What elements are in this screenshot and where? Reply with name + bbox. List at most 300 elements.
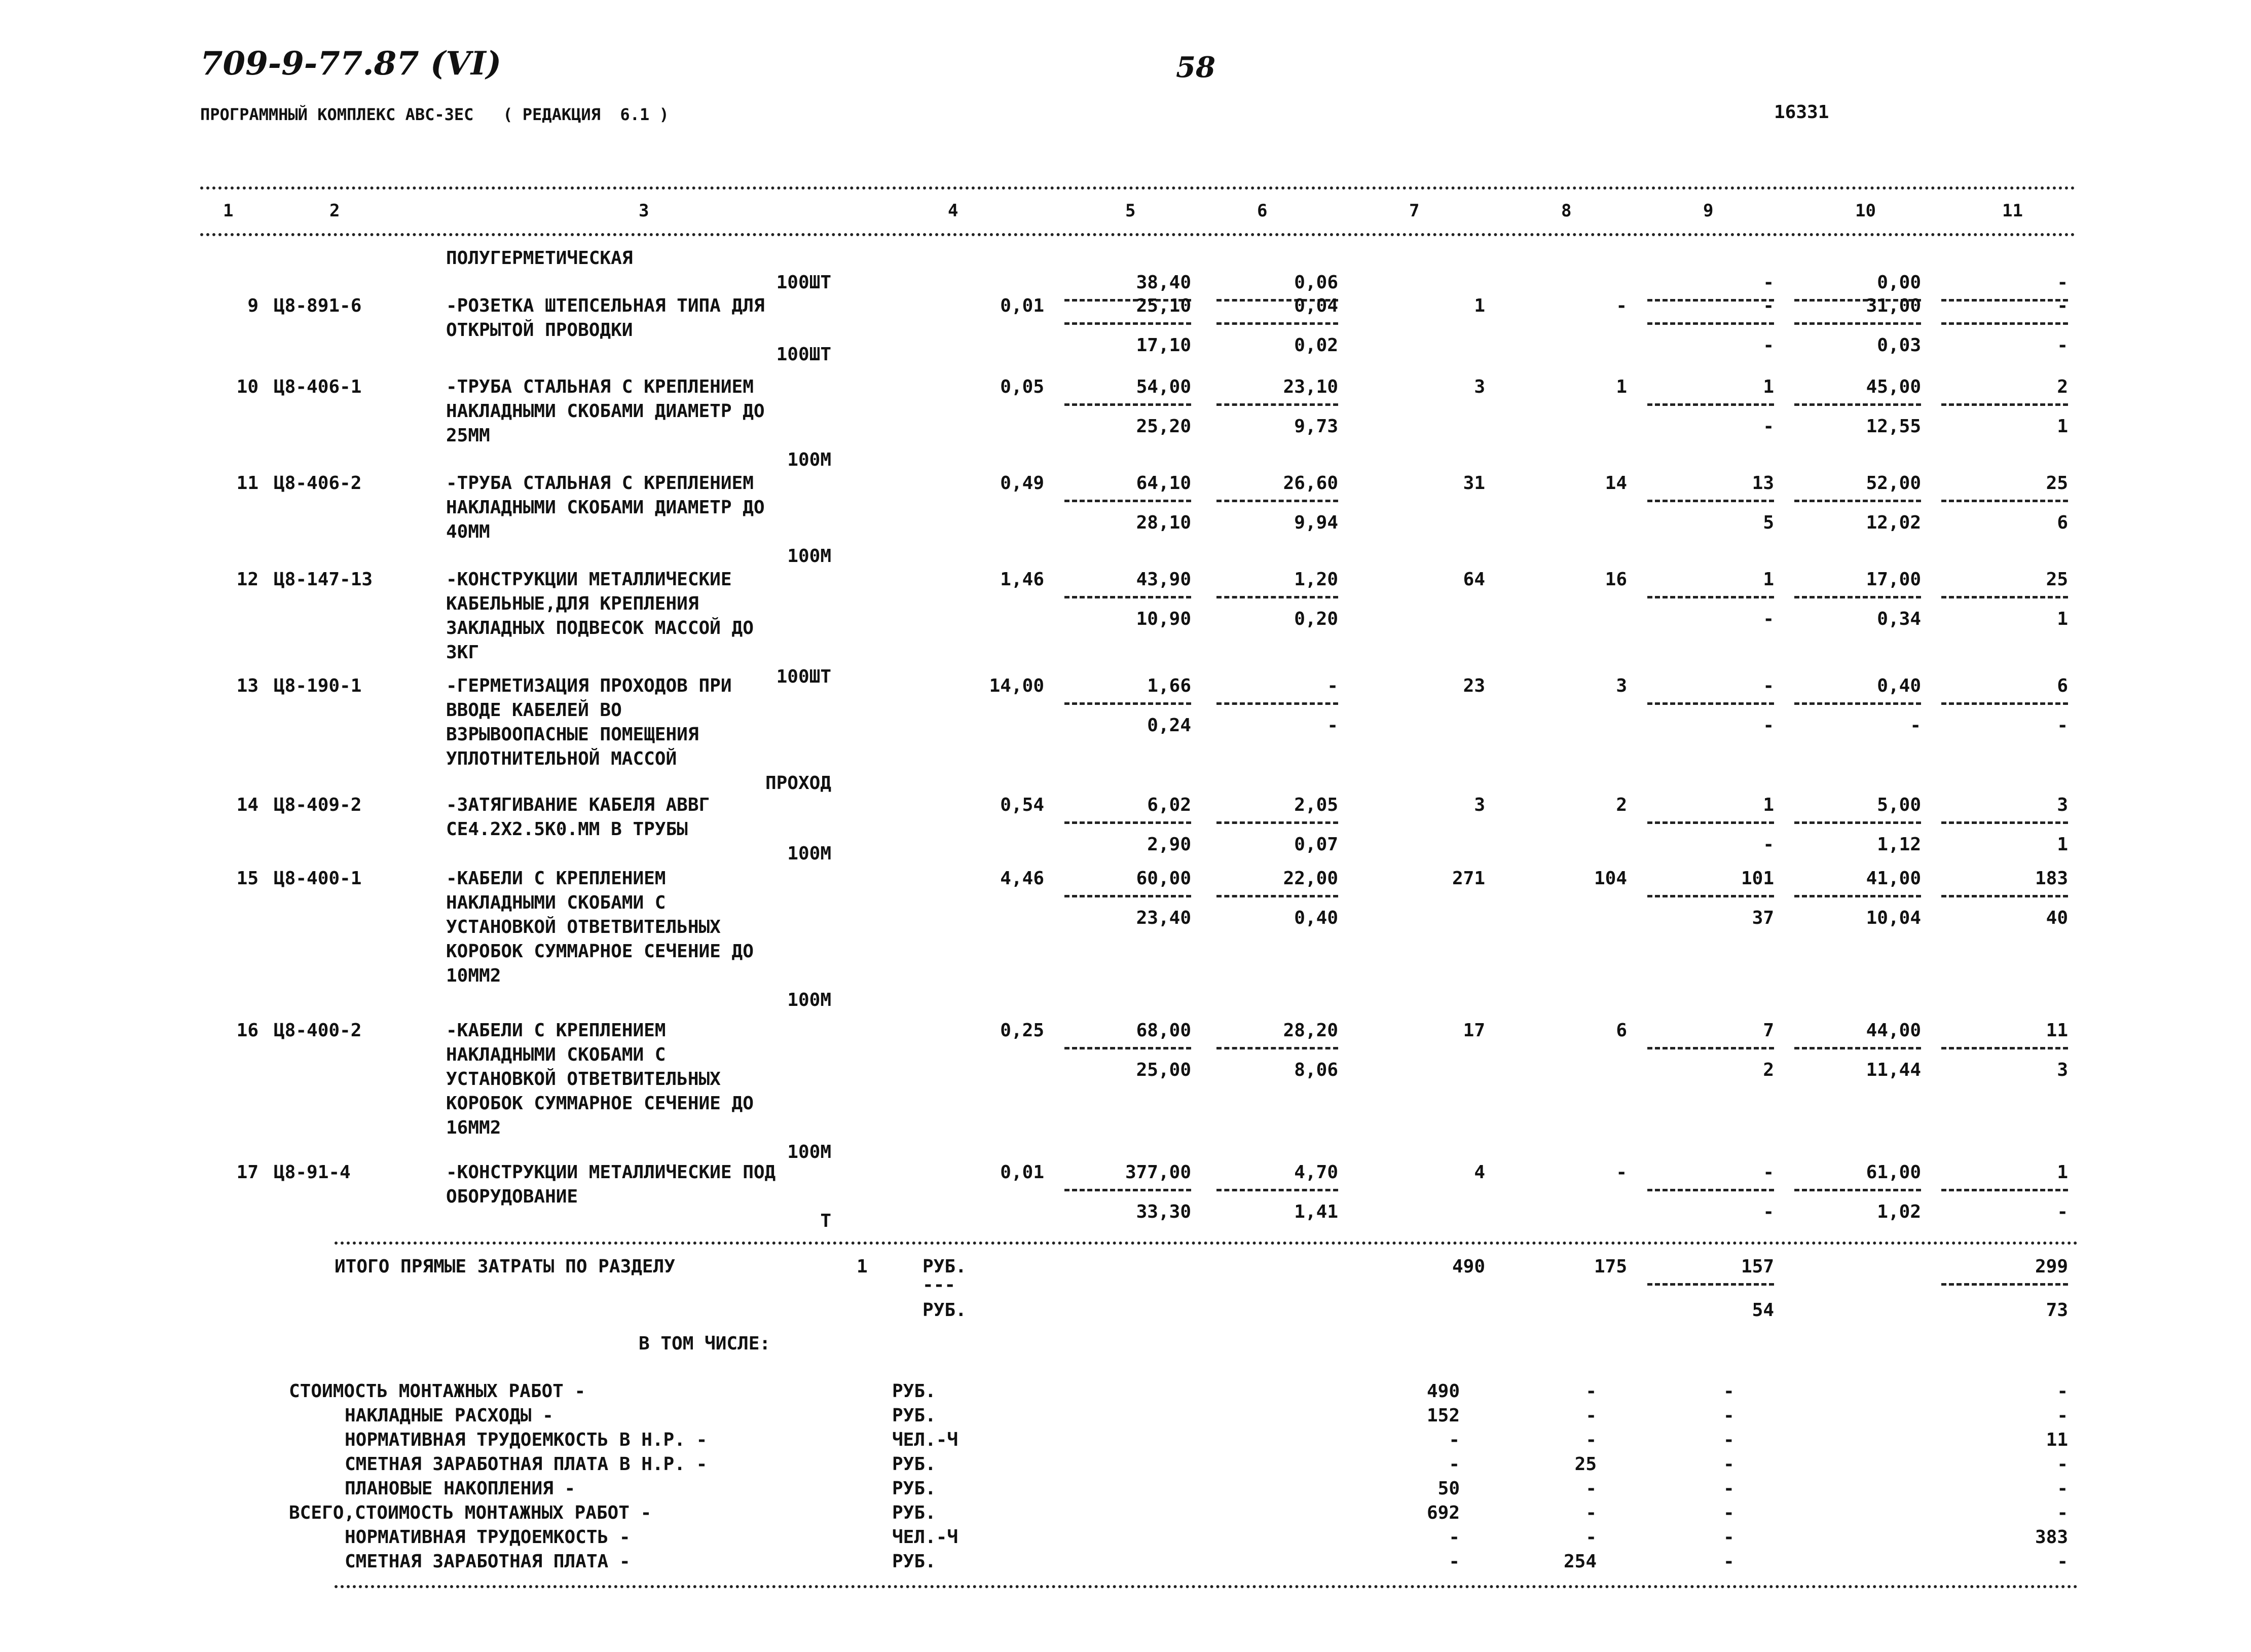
work-description-line: -ЗАТЯГИВАНИЕ КАБЕЛЯ АВВГ xyxy=(446,795,710,815)
unit-of-measure: 100М xyxy=(787,843,831,864)
work-description-line: ОТКРЫТОЙ ПРОВОДКИ xyxy=(446,320,633,341)
labor-unit-sub: 10,04 xyxy=(1866,908,1921,928)
quantity: 1,46 xyxy=(1000,569,1044,590)
summary-labor: - xyxy=(1723,1478,1735,1499)
subline-col9 xyxy=(1647,596,1774,598)
work-description-line: 25ММ xyxy=(446,425,490,446)
unit-cost-wages: 4,70 xyxy=(1294,1162,1338,1183)
totals-unit-sub: РУБ. xyxy=(922,1300,967,1321)
subline-col11 xyxy=(1941,821,2068,824)
work-description-line: УСТАНОВКОЙ ОТВЕТВИТЕЛЬНЫХ xyxy=(446,1069,721,1090)
labor-unit-sub: 0,34 xyxy=(1877,609,1921,629)
norm-code: Ц8-190-1 xyxy=(274,675,362,696)
total-wages: 1 xyxy=(1616,377,1627,397)
unit-of-measure: 100М xyxy=(787,546,831,567)
subline-col9 xyxy=(1647,821,1774,824)
summary-cost: 152 xyxy=(1426,1405,1460,1426)
total-cost: 1 xyxy=(1474,295,1485,316)
labor-cost: 1 xyxy=(1763,377,1774,397)
summary-label: НОРМАТИВНАЯ ТРУДОЕМКОСТЬ - xyxy=(345,1527,631,1548)
totals-wages: 175 xyxy=(1594,1256,1627,1277)
row-number: 16 xyxy=(236,1020,259,1041)
labor-total: 25 xyxy=(2046,473,2068,494)
totals-unit: РУБ. xyxy=(922,1256,967,1277)
total-wages: - xyxy=(1616,295,1627,316)
labor-unit: 45,00 xyxy=(1866,377,1921,397)
subline-col10 xyxy=(1794,1189,1921,1191)
summary-labor: - xyxy=(1723,1551,1735,1572)
unit-cost-total-sub: 25,20 xyxy=(1136,416,1191,437)
unit-cost-total-sub: 17,10 xyxy=(1136,335,1191,356)
labor-total-sub: 6 xyxy=(2057,512,2068,533)
summary-unit: ЧЕЛ.-Ч xyxy=(892,1430,958,1450)
labor-total-sub: - xyxy=(2057,715,2068,736)
page-number: 58 xyxy=(1176,51,1215,84)
labor-unit-sub: 1,02 xyxy=(1877,1202,1921,1222)
labor-cost-sub: - xyxy=(1763,715,1774,736)
subline-col10 xyxy=(1794,322,1921,325)
unit-cost-wages: 26,60 xyxy=(1283,473,1338,494)
unit-cost-wages: 2,05 xyxy=(1294,795,1338,815)
summary-labor: - xyxy=(1723,1430,1735,1450)
unit-of-measure: 100ШТ xyxy=(776,666,831,687)
summary-wages: - xyxy=(1585,1430,1597,1450)
labor-unit: 17,00 xyxy=(1866,569,1921,590)
unit-cost-wages-sub: 0,40 xyxy=(1294,908,1338,928)
labor-unit-sub: 1,12 xyxy=(1877,834,1921,855)
work-description-line: СЕ4.2Х2.5К0.ММ В ТРУБЫ xyxy=(446,819,688,840)
summary-labor-total: - xyxy=(2057,1503,2068,1523)
labor-total-sub: - xyxy=(2057,335,2068,356)
labor-unit: 44,00 xyxy=(1866,1020,1921,1041)
summary-cost: - xyxy=(1449,1430,1460,1450)
work-description-line: -РОЗЕТКА ШТЕПСЕЛЬНАЯ ТИПА ДЛЯ xyxy=(446,295,765,316)
subline-col9 xyxy=(1647,1189,1774,1191)
labor-unit: 5,00 xyxy=(1877,795,1921,815)
labor-unit: 31,00 xyxy=(1866,295,1921,316)
summary-cost: - xyxy=(1449,1454,1460,1475)
summary-cost: 490 xyxy=(1426,1381,1460,1402)
unit-cost-wages-sub: 0,20 xyxy=(1294,609,1338,629)
quantity: 0,01 xyxy=(1000,295,1044,316)
subline-col5 xyxy=(1064,403,1191,406)
subline-col6 xyxy=(1216,500,1338,502)
labor-total: 25 xyxy=(2046,569,2068,590)
unit-of-measure: 100М xyxy=(787,1142,831,1162)
subline-col9 xyxy=(1647,1047,1774,1049)
subline-col10 xyxy=(1794,895,1921,897)
work-description-line: 40ММ xyxy=(446,521,490,542)
unit-cost-total: 68,00 xyxy=(1136,1020,1191,1041)
unit-cost-wages-sub: - xyxy=(1327,715,1338,736)
totals-subline-col11 xyxy=(1941,1283,2068,1286)
work-description-line: ОБОРУДОВАНИЕ xyxy=(446,1186,578,1207)
summary-labor-total: - xyxy=(2057,1551,2068,1572)
summary-labor-total: 383 xyxy=(2035,1527,2068,1548)
unit-cost-total-sub: 0,24 xyxy=(1147,715,1191,736)
labor-total-sub: 3 xyxy=(2057,1060,2068,1080)
total-wages: 14 xyxy=(1605,473,1627,494)
labor-cost: - xyxy=(1763,295,1774,316)
subline-col9 xyxy=(1647,403,1774,406)
summary-rule-bottom xyxy=(335,1585,2078,1588)
row-number: 11 xyxy=(236,473,259,494)
summary-wages: - xyxy=(1585,1478,1597,1499)
unit-cost-total: 38,40 xyxy=(1136,272,1191,293)
summary-labor: - xyxy=(1723,1454,1735,1475)
work-description-line: НАКЛАДНЫМИ СКОБАМИ ДИАМЕТР ДО xyxy=(446,401,765,422)
unit-cost-total: 43,90 xyxy=(1136,569,1191,590)
norm-code: Ц8-406-1 xyxy=(274,377,362,397)
summary-labor-total: - xyxy=(2057,1381,2068,1402)
summary-wages: 25 xyxy=(1574,1454,1597,1475)
report-code: 16331 xyxy=(1774,102,1829,123)
subline-col5 xyxy=(1064,702,1191,705)
work-description-line: -КАБЕЛИ С КРЕПЛЕНИЕМ xyxy=(446,868,666,889)
totals-unit-separator: --- xyxy=(922,1274,956,1295)
quantity: 0,54 xyxy=(1000,795,1044,815)
totals-cost: 490 xyxy=(1452,1256,1485,1277)
labor-cost: - xyxy=(1763,272,1774,293)
totals-label: ИТОГО ПРЯМЫЕ ЗАТРАТЫ ПО РАЗДЕЛУ xyxy=(335,1256,675,1277)
labor-unit: 41,00 xyxy=(1866,868,1921,889)
totals-section: 1 xyxy=(857,1256,868,1277)
summary-wages: - xyxy=(1585,1527,1597,1548)
unit-cost-total-sub: 23,40 xyxy=(1136,908,1191,928)
subline-col9 xyxy=(1647,702,1774,705)
summary-unit: РУБ. xyxy=(892,1551,936,1572)
including-heading: В ТОМ ЧИСЛЕ: xyxy=(639,1333,771,1354)
labor-cost-sub: - xyxy=(1763,416,1774,437)
column-header-11: 11 xyxy=(2002,201,2023,221)
unit-cost-wages: - xyxy=(1327,675,1338,696)
subline-col6 xyxy=(1216,403,1338,406)
column-header-7: 7 xyxy=(1409,201,1420,221)
row-number: 17 xyxy=(236,1162,259,1183)
labor-total-sub: - xyxy=(2057,1202,2068,1222)
summary-wages: - xyxy=(1585,1381,1597,1402)
subline-col11 xyxy=(1941,500,2068,502)
work-description-line: -КОНСТРУКЦИИ МЕТАЛЛИЧЕСКИЕ xyxy=(446,569,732,590)
row-number: 14 xyxy=(236,795,259,815)
summary-labor: - xyxy=(1723,1381,1735,1402)
total-cost: 3 xyxy=(1474,795,1485,815)
summary-labor-total: - xyxy=(2057,1454,2068,1475)
unit-cost-total: 60,00 xyxy=(1136,868,1191,889)
subline-col10 xyxy=(1794,821,1921,824)
header-rule-top xyxy=(200,186,2076,190)
labor-total-sub: 1 xyxy=(2057,834,2068,855)
unit-cost-wages-sub: 9,73 xyxy=(1294,416,1338,437)
subline-col5 xyxy=(1064,500,1191,502)
unit-of-measure: 100М xyxy=(787,990,831,1010)
labor-unit: 0,40 xyxy=(1877,675,1921,696)
labor-unit-sub: 0,03 xyxy=(1877,335,1921,356)
unit-of-measure: Т xyxy=(820,1211,831,1231)
norm-code: Ц8-147-13 xyxy=(274,569,373,590)
total-cost: 31 xyxy=(1463,473,1485,494)
total-cost: 17 xyxy=(1463,1020,1485,1041)
work-description-line: 16ММ2 xyxy=(446,1117,501,1138)
labor-cost: 1 xyxy=(1763,569,1774,590)
total-cost: 64 xyxy=(1463,569,1485,590)
labor-unit: 52,00 xyxy=(1866,473,1921,494)
unit-of-measure: 100ШТ xyxy=(776,344,831,365)
work-description-line: ВЗРЫВООПАСНЫЕ ПОМЕЩЕНИЯ xyxy=(446,724,699,745)
unit-cost-wages: 0,04 xyxy=(1294,295,1338,316)
summary-cost: - xyxy=(1449,1551,1460,1572)
unit-cost-wages: 28,20 xyxy=(1283,1020,1338,1041)
totals-labor: 157 xyxy=(1741,1256,1774,1277)
summary-wages: - xyxy=(1585,1503,1597,1523)
subline-col5 xyxy=(1064,821,1191,824)
labor-total: 11 xyxy=(2046,1020,2068,1041)
unit-cost-wages: 0,06 xyxy=(1294,272,1338,293)
work-description-line: НАКЛАДНЫМИ СКОБАМИ ДИАМЕТР ДО xyxy=(446,497,765,518)
summary-cost: 50 xyxy=(1437,1478,1460,1499)
quantity: 0,49 xyxy=(1000,473,1044,494)
norm-code: Ц8-400-1 xyxy=(274,868,362,889)
total-wages: 104 xyxy=(1594,868,1627,889)
program-title: ПРОГРАММНЫЙ КОМПЛЕКС АВС-3ЕС ( РЕДАКЦИЯ 6.1 ) xyxy=(200,105,669,124)
subline-col11 xyxy=(1941,322,2068,325)
unit-cost-wages-sub: 9,94 xyxy=(1294,512,1338,533)
subline-col6 xyxy=(1216,322,1338,325)
quantity: 0,25 xyxy=(1000,1020,1044,1041)
unit-of-measure: 100ШТ xyxy=(776,272,831,293)
header-rule-bottom xyxy=(200,233,2076,236)
unit-of-measure: ПРОХОД xyxy=(765,773,831,794)
summary-label: НОРМАТИВНАЯ ТРУДОЕМКОСТЬ В Н.Р. - xyxy=(345,1430,708,1450)
summary-labor: - xyxy=(1723,1405,1735,1426)
totals-rule xyxy=(335,1242,2078,1245)
total-wages: 3 xyxy=(1616,675,1627,696)
labor-cost: - xyxy=(1763,1162,1774,1183)
labor-unit-sub: - xyxy=(1910,715,1921,736)
work-description-line: КОРОБОК СУММАРНОЕ СЕЧЕНИЕ ДО xyxy=(446,941,754,962)
quantity: 0,01 xyxy=(1000,1162,1044,1183)
summary-labor: - xyxy=(1723,1527,1735,1548)
work-description-line: УСТАНОВКОЙ ОТВЕТВИТЕЛЬНЫХ xyxy=(446,917,721,937)
row-number: 12 xyxy=(236,569,259,590)
unit-cost-wages: 1,20 xyxy=(1294,569,1338,590)
labor-cost-sub: 37 xyxy=(1752,908,1774,928)
unit-cost-wages: 23,10 xyxy=(1283,377,1338,397)
norm-code: Ц8-91-4 xyxy=(274,1162,351,1183)
subline-col11 xyxy=(1941,1189,2068,1191)
unit-of-measure: 100М xyxy=(787,449,831,470)
work-description-line: -ГЕРМЕТИЗАЦИЯ ПРОХОДОВ ПРИ xyxy=(446,675,732,696)
unit-cost-total: 1,66 xyxy=(1147,675,1191,696)
unit-cost-wages: 22,00 xyxy=(1283,868,1338,889)
column-header-3: 3 xyxy=(639,201,649,221)
subline-col11 xyxy=(1941,895,2068,897)
summary-label: НАКЛАДНЫЕ РАСХОДЫ - xyxy=(345,1405,553,1426)
labor-cost-sub: 2 xyxy=(1763,1060,1774,1080)
unit-cost-total-sub: 25,00 xyxy=(1136,1060,1191,1080)
row-number: 13 xyxy=(236,675,259,696)
summary-unit: РУБ. xyxy=(892,1405,936,1426)
summary-labor-total: - xyxy=(2057,1478,2068,1499)
unit-cost-wages-sub: 1,41 xyxy=(1294,1202,1338,1222)
unit-cost-total-sub: 28,10 xyxy=(1136,512,1191,533)
labor-total: 3 xyxy=(2057,795,2068,815)
work-description-line: НАКЛАДНЫМИ СКОБАМИ С xyxy=(446,892,666,913)
column-header-9: 9 xyxy=(1703,201,1714,221)
column-header-2: 2 xyxy=(329,201,340,221)
labor-cost-sub: - xyxy=(1763,1202,1774,1222)
labor-cost-sub: 5 xyxy=(1763,512,1774,533)
work-description-line: ЗАКЛАДНЫХ ПОДВЕСОК МАССОЙ ДО xyxy=(446,618,754,639)
subline-col5 xyxy=(1064,1047,1191,1049)
unit-cost-total: 377,00 xyxy=(1125,1162,1191,1183)
summary-cost: 692 xyxy=(1426,1503,1460,1523)
labor-total-sub: 1 xyxy=(2057,609,2068,629)
labor-cost: 1 xyxy=(1763,795,1774,815)
subline-col10 xyxy=(1794,500,1921,502)
labor-cost: - xyxy=(1763,675,1774,696)
subline-col9 xyxy=(1647,895,1774,897)
summary-label: СМЕТНАЯ ЗАРАБОТНАЯ ПЛАТА В Н.Р. - xyxy=(345,1454,708,1475)
labor-cost: 13 xyxy=(1752,473,1774,494)
labor-cost-sub: - xyxy=(1763,834,1774,855)
unit-cost-total: 64,10 xyxy=(1136,473,1191,494)
column-header-5: 5 xyxy=(1125,201,1136,221)
work-description-line: -КАБЕЛИ С КРЕПЛЕНИЕМ xyxy=(446,1020,666,1041)
unit-cost-wages-sub: 0,07 xyxy=(1294,834,1338,855)
labor-unit-sub: 12,55 xyxy=(1866,416,1921,437)
work-description-line: 3КГ xyxy=(446,642,479,663)
norm-code: Ц8-409-2 xyxy=(274,795,362,815)
document-reference: 709-9-77.87 (VI) xyxy=(200,45,502,83)
labor-unit: 61,00 xyxy=(1866,1162,1921,1183)
subline-col11 xyxy=(1941,403,2068,406)
summary-label: ВСЕГО,СТОИМОСТЬ МОНТАЖНЫХ РАБОТ - xyxy=(289,1503,652,1523)
total-cost: 271 xyxy=(1452,868,1485,889)
labor-total: - xyxy=(2057,272,2068,293)
subline-col6 xyxy=(1216,702,1338,705)
labor-cost: 101 xyxy=(1741,868,1774,889)
labor-total: 6 xyxy=(2057,675,2068,696)
total-cost: 23 xyxy=(1463,675,1485,696)
subline-col11 xyxy=(1941,702,2068,705)
summary-label: ПЛАНОВЫЕ НАКОПЛЕНИЯ - xyxy=(345,1478,576,1499)
subline-col10 xyxy=(1794,403,1921,406)
column-header-4: 4 xyxy=(948,201,958,221)
column-header-8: 8 xyxy=(1561,201,1572,221)
column-header-6: 6 xyxy=(1257,201,1268,221)
total-wages: 2 xyxy=(1616,795,1627,815)
quantity: 14,00 xyxy=(989,675,1044,696)
subline-col9 xyxy=(1647,322,1774,325)
work-description-line: -КОНСТРУКЦИИ МЕТАЛЛИЧЕСКИЕ ПОД xyxy=(446,1162,776,1183)
subline-col6 xyxy=(1216,1047,1338,1049)
unit-cost-total: 6,02 xyxy=(1147,795,1191,815)
summary-labor-total: - xyxy=(2057,1405,2068,1426)
row-number: 9 xyxy=(247,295,259,316)
unit-cost-total-sub: 2,90 xyxy=(1147,834,1191,855)
total-wages: 16 xyxy=(1605,569,1627,590)
row-number: 10 xyxy=(236,377,259,397)
subline-col11 xyxy=(1941,596,2068,598)
labor-cost-sub: - xyxy=(1763,335,1774,356)
work-description-line: УПЛОТНИТЕЛЬНОЙ МАССОЙ xyxy=(446,748,677,769)
norm-code: Ц8-406-2 xyxy=(274,473,362,494)
norm-code: Ц8-891-6 xyxy=(274,295,362,316)
work-description-line: -ТРУБА СТАЛЬНАЯ С КРЕПЛЕНИЕМ xyxy=(446,377,754,397)
labor-total-sub: 40 xyxy=(2046,908,2068,928)
unit-cost-total: 25,10 xyxy=(1136,295,1191,316)
row-number: 15 xyxy=(236,868,259,889)
work-description-line: -ТРУБА СТАЛЬНАЯ С КРЕПЛЕНИЕМ xyxy=(446,473,754,494)
subline-col10 xyxy=(1794,1047,1921,1049)
subline-col5 xyxy=(1064,1189,1191,1191)
totals-subline-col9 xyxy=(1647,1283,1774,1286)
subline-col6 xyxy=(1216,1189,1338,1191)
column-header-10: 10 xyxy=(1855,201,1876,221)
summary-labor: - xyxy=(1723,1503,1735,1523)
total-cost: 3 xyxy=(1474,377,1485,397)
total-cost: 4 xyxy=(1474,1162,1485,1183)
labor-total: 183 xyxy=(2035,868,2068,889)
summary-wages: 254 xyxy=(1563,1551,1597,1572)
unit-cost-wages-sub: 8,06 xyxy=(1294,1060,1338,1080)
summary-label: СТОИМОСТЬ МОНТАЖНЫХ РАБОТ - xyxy=(289,1381,586,1402)
summary-labor-total: 11 xyxy=(2046,1430,2068,1450)
summary-cost: - xyxy=(1449,1527,1460,1548)
summary-unit: ЧЕЛ.-Ч xyxy=(892,1527,958,1548)
labor-total: - xyxy=(2057,295,2068,316)
quantity: 0,05 xyxy=(1000,377,1044,397)
summary-unit: РУБ. xyxy=(892,1478,936,1499)
column-header-1: 1 xyxy=(223,201,234,221)
work-description-line: ВВОДЕ КАБЕЛЕЙ ВО xyxy=(446,700,622,721)
labor-unit: 0,00 xyxy=(1877,272,1921,293)
summary-unit: РУБ. xyxy=(892,1503,936,1523)
totals-labor-sub: 54 xyxy=(1752,1300,1774,1321)
labor-total: 2 xyxy=(2057,377,2068,397)
subline-col10 xyxy=(1794,702,1921,705)
labor-unit-sub: 11,44 xyxy=(1866,1060,1921,1080)
unit-cost-total-sub: 33,30 xyxy=(1136,1202,1191,1222)
total-wages: 6 xyxy=(1616,1020,1627,1041)
work-description-line: КОРОБОК СУММАРНОЕ СЕЧЕНИЕ ДО xyxy=(446,1093,754,1114)
subline-col6 xyxy=(1216,821,1338,824)
unit-cost-total: 54,00 xyxy=(1136,377,1191,397)
summary-label: СМЕТНАЯ ЗАРАБОТНАЯ ПЛАТА - xyxy=(345,1551,631,1572)
subline-col11 xyxy=(1941,1047,2068,1049)
work-description-line: НАКЛАДНЫМИ СКОБАМИ С xyxy=(446,1044,666,1065)
labor-total-sub: 1 xyxy=(2057,416,2068,437)
subline-col5 xyxy=(1064,895,1191,897)
summary-unit: РУБ. xyxy=(892,1454,936,1475)
labor-cost-sub: - xyxy=(1763,609,1774,629)
unit-cost-wages-sub: 0,02 xyxy=(1294,335,1338,356)
labor-unit-sub: 12,02 xyxy=(1866,512,1921,533)
subline-col5 xyxy=(1064,596,1191,598)
work-description-line: ПОЛУГЕРМЕТИЧЕСКАЯ xyxy=(446,248,633,269)
summary-wages: - xyxy=(1585,1405,1597,1426)
summary-unit: РУБ. xyxy=(892,1381,936,1402)
norm-code: Ц8-400-2 xyxy=(274,1020,362,1041)
work-description-line: 10ММ2 xyxy=(446,965,501,986)
subline-col5 xyxy=(1064,322,1191,325)
totals-labor-total-sub: 73 xyxy=(2046,1300,2068,1321)
total-wages: - xyxy=(1616,1162,1627,1183)
unit-cost-total-sub: 10,90 xyxy=(1136,609,1191,629)
subline-col6 xyxy=(1216,596,1338,598)
labor-total: 1 xyxy=(2057,1162,2068,1183)
